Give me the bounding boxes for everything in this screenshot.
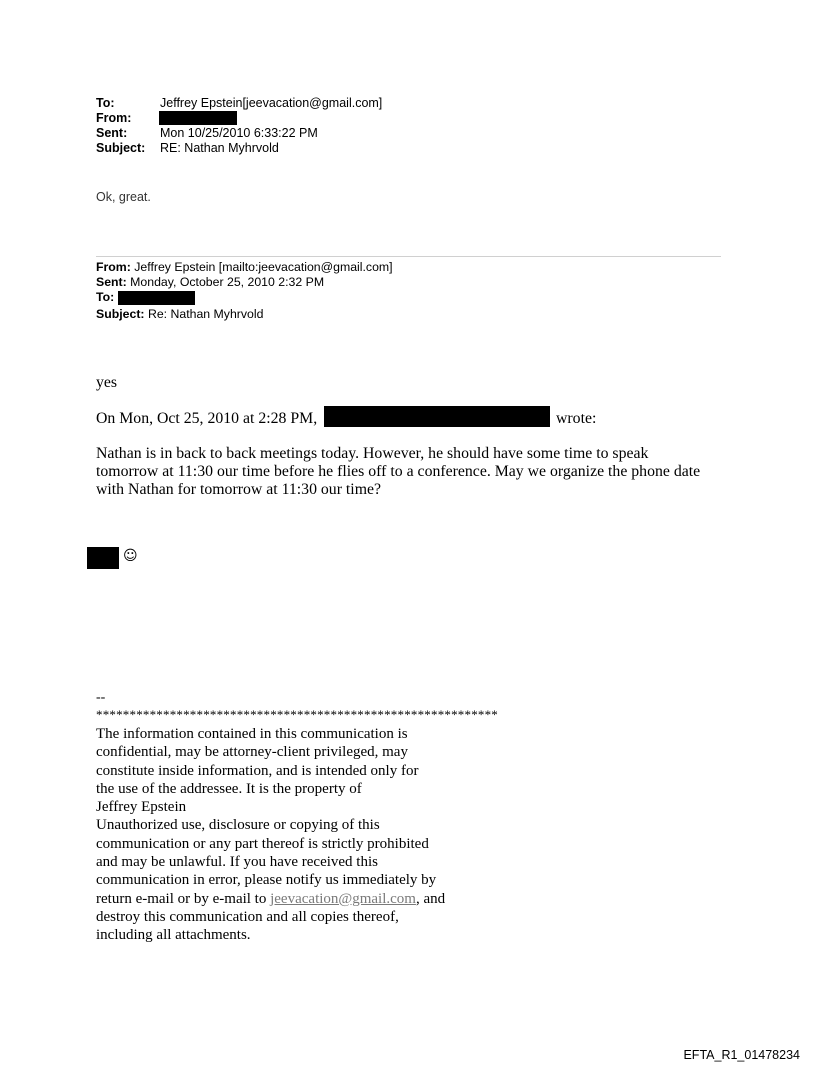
forwarded-to — [96, 290, 114, 304]
footer-dashes: -- — [96, 690, 106, 705]
email-link[interactable]: jeevacation@gmail.com — [270, 890, 416, 907]
quote-intro: On Mon, Oct 25, 2010 at 2:28 PM, — [96, 410, 318, 427]
disclaimer-line: destroy this communication and all copies thereof, — [96, 908, 399, 925]
forwarded-subject-value: Re: Nathan Myhrvold — [147, 307, 264, 321]
disclaimer-line: communication or any part thereof is strictly prohibited — [96, 835, 429, 852]
forwarded-from — [96, 260, 393, 274]
smiley-icon: ☺ — [123, 548, 138, 564]
reply-body: Ok, great. — [96, 190, 151, 204]
subject-label: Subject: — [96, 141, 146, 155]
redaction-signature — [87, 547, 119, 569]
forwarded-to-label: To: — [96, 290, 115, 304]
forwarded-from-label: From: — [96, 260, 131, 274]
footer-stars: ************************************************************ — [96, 707, 498, 722]
disclaimer-line: The information contained in this communication is — [96, 726, 408, 742]
redaction-quoted-sender — [324, 406, 550, 427]
to-label: To: — [96, 96, 115, 110]
redaction-forwarded-to — [118, 291, 195, 305]
forwarded-sent — [96, 275, 324, 289]
disclaimer-line: constitute inside information, and is intended only for — [96, 762, 419, 779]
disclaimer-line: Unauthorized use, disclosure or copying of this — [96, 817, 380, 834]
forwarded-sent-label: Sent: — [96, 275, 127, 289]
disclaimer-line: the use of the addressee. It is the property of — [96, 780, 362, 797]
message-yes: yes — [96, 374, 118, 391]
redaction-from-sender — [159, 111, 237, 125]
sent-label: Sent: — [96, 126, 128, 140]
sent-value: Mon 10/25/2010 6:33:22 PM — [160, 126, 318, 140]
disclaimer — [96, 725, 536, 945]
forwarded-subject-label: Subject: — [96, 307, 145, 321]
subject-value: RE: Nathan Myhrvold — [160, 141, 279, 155]
message-paragraph — [96, 445, 700, 499]
return-post-text: , and — [415, 890, 446, 907]
return-pre-text: return e-mail or by e-mail to — [96, 890, 271, 907]
disclaimer-line: and may be unlawful. If you have received this — [96, 854, 378, 871]
disclaimer-line: Jeffrey Epstein — [96, 799, 187, 816]
disclaimer-return-line — [96, 890, 536, 908]
disclaimer-line: including all attachments. — [96, 927, 251, 944]
divider — [96, 256, 721, 257]
forwarded-sent-value: Monday, October 25, 2010 2:32 PM — [130, 275, 325, 289]
message-line: tomorrow at 11:30 our time before he flies off to a conference. May we organize the phone date — [96, 463, 701, 480]
forwarded-subject — [96, 307, 263, 321]
document-id: EFTA_R1_01478234 — [683, 1048, 800, 1062]
message-line: with Nathan for tomorrow at 11:30 our time? — [96, 481, 382, 498]
disclaimer-line: confidential, may be attorney-client privileged, may — [96, 744, 408, 761]
from-label: From: — [96, 111, 132, 125]
forwarded-from-value: Jeffrey Epstein [mailto:jeevacation@gmail.com] — [134, 260, 393, 274]
quote-wrote: wrote: — [556, 410, 597, 427]
email-header — [96, 96, 496, 160]
message-line: Nathan is in back to back meetings today. However, he should have some time to speak — [96, 445, 649, 462]
to-value: Jeffrey Epstein[jeevacation@gmail.com] — [160, 96, 383, 110]
disclaimer-line: communication in error, please notify us immediately by — [96, 872, 437, 889]
